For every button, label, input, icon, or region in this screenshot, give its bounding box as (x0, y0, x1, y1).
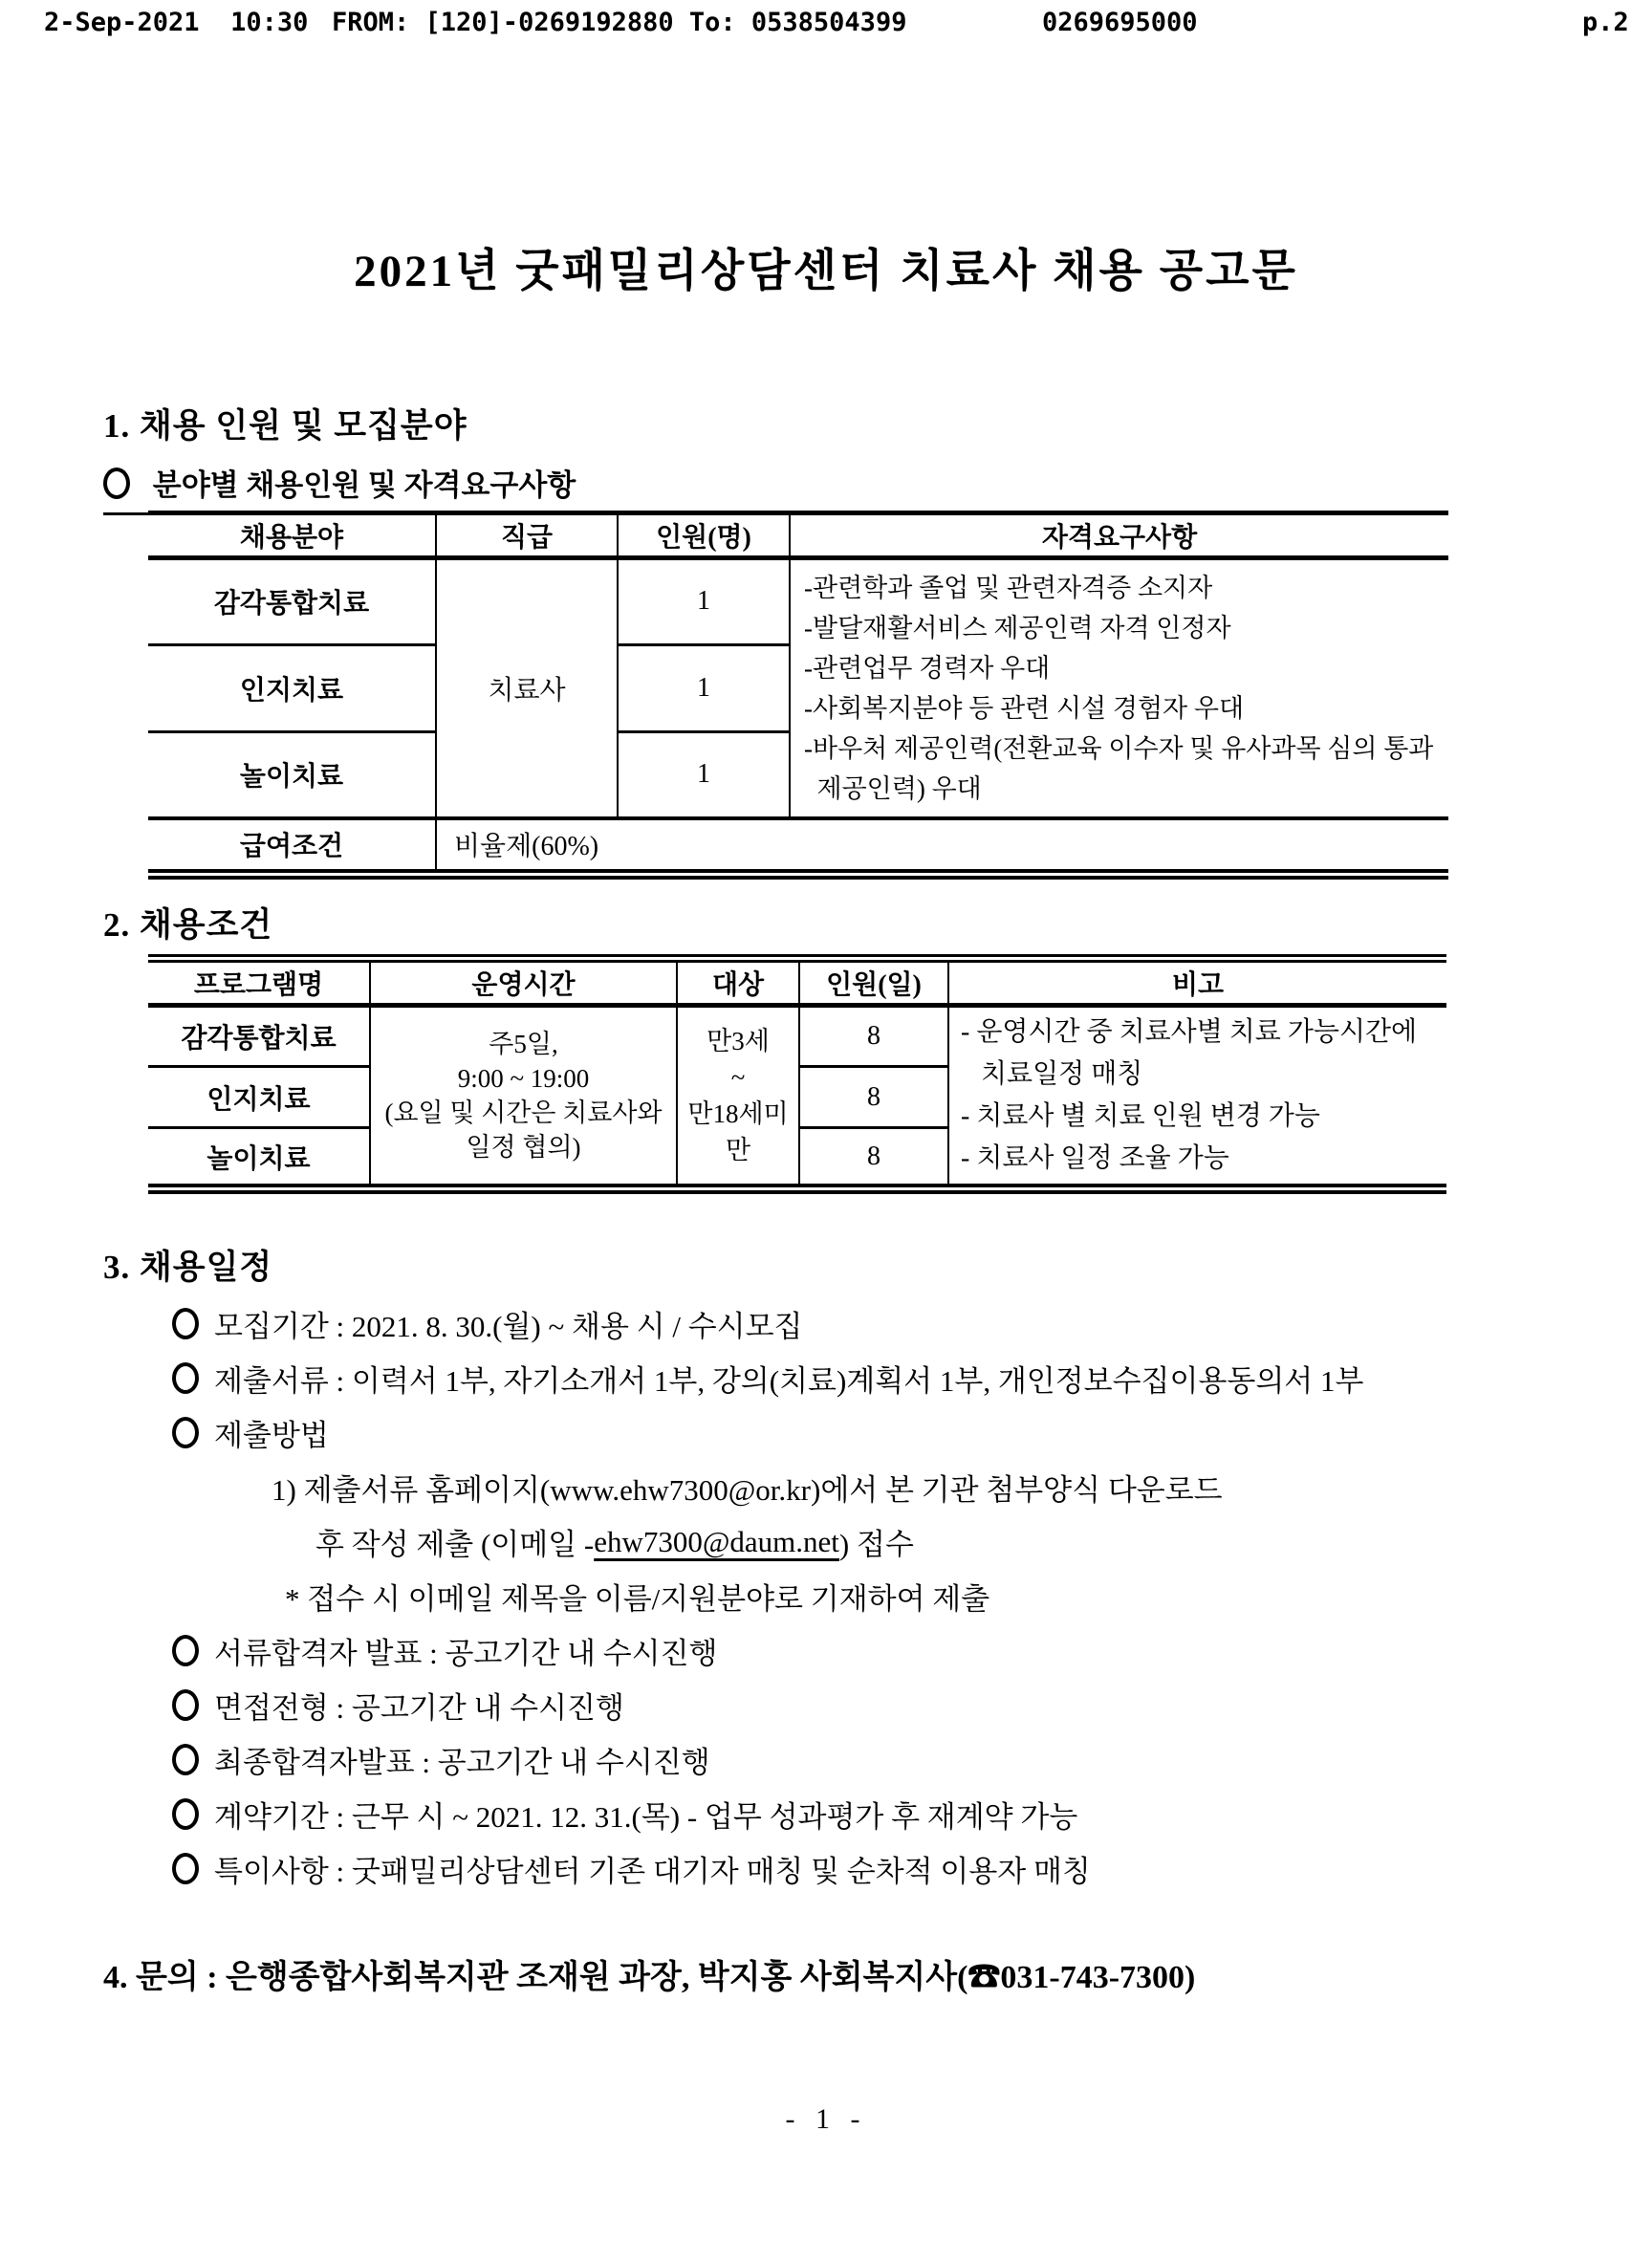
fax-station-number: 0269695000 (1042, 8, 1198, 37)
col-header-notes: 비고 (948, 959, 1446, 1006)
field-sensory-integration: 감각통합치료 (148, 558, 436, 645)
recruitment-table (148, 511, 1448, 880)
count-cell: 1 (618, 731, 790, 818)
operating-hours-cell (370, 1006, 677, 1189)
circle-bullet-icon (172, 1853, 199, 1884)
schedule-item-text: 모집기간 : 2021. 8. 30.(월) ~ 채용 시 / 수시모집 (214, 1310, 803, 1343)
circle-bullet-icon (172, 1689, 199, 1721)
circle-bullet-icon (172, 1308, 199, 1339)
fax-datetime: 2-Sep-2021 10:30 (44, 8, 309, 37)
note-line: - 치료사 별 치료 인원 변경 가능 (961, 1101, 1320, 1131)
schedule-item-text: 특이사항 : 굿패밀리상담센터 기존 대기자 매칭 및 순차적 이용자 매칭 (214, 1855, 1091, 1888)
program-play-therapy: 놀이치료 (148, 1128, 370, 1189)
daily-count-cell: 8 (799, 1067, 948, 1128)
hours-line: 주5일, (489, 1030, 558, 1058)
email-link[interactable]: ehw7300@daum.net (594, 1524, 839, 1558)
target-line: 만3세 (706, 1027, 770, 1055)
section1-heading: 1. 채용 인원 및 모집분야 (103, 407, 467, 445)
qualification-line: -발달재활서비스 제공인력 자격 인정자 (804, 614, 1231, 642)
col-header-program: 프로그램명 (148, 959, 370, 1006)
col-header-hours: 운영시간 (370, 959, 677, 1006)
schedule-item-text: 최종합격자발표 : 공고기간 내 수시진행 (214, 1746, 710, 1779)
salary-label: 급여조건 (148, 818, 436, 874)
circle-bullet-icon (172, 1798, 199, 1830)
fax-page-indicator: p.2 (1582, 8, 1629, 37)
qualifications-cell (790, 558, 1448, 819)
list-item (172, 1787, 1606, 1841)
notes-cell (948, 1006, 1446, 1189)
col-header-target: 대상 (677, 959, 799, 1006)
schedule-item-text: ) 접수 (838, 1528, 914, 1561)
program-sensory-integration: 감각통합치료 (148, 1006, 370, 1067)
conditions-table-header-row (148, 959, 1446, 1006)
col-header-field: 채용분야 (148, 513, 436, 558)
schedule-item-text: 면접전형 : 공고기간 내 수시진행 (214, 1691, 624, 1725)
hours-line: 9:00 ~ 19:00 (457, 1064, 590, 1093)
program-cognitive-therapy: 인지치료 (148, 1067, 370, 1128)
schedule-item-text: 제출서류 : 이력서 1부, 자기소개서 1부, 강의(치료)계획서 1부, 개인정보수집이용동의서 1부 (214, 1364, 1364, 1398)
circle-bullet-icon (103, 468, 130, 499)
qualification-line: 제공인력) 우대 (804, 774, 982, 803)
field-play-therapy: 놀이치료 (148, 731, 436, 818)
fax-header (0, 8, 1652, 40)
list-item (172, 1623, 1606, 1678)
count-cell: 1 (618, 558, 790, 645)
col-header-rank: 직급 (436, 513, 618, 558)
section1-subheading-text: 분야별 채용인원 및 자격요구사항 (152, 468, 576, 502)
fax-from-to: FROM: [120]-0269192880 To: 0538504399 (332, 8, 907, 37)
section3-heading: 3. 채용일정 (103, 1249, 273, 1286)
schedule-item-text: 계약기간 : 근무 시 ~ 2021. 12. 31.(목) - 업무 성과평가 후 재계약 가능 (214, 1800, 1078, 1834)
salary-row (148, 818, 1448, 874)
schedule-item-text: 1) 제출서류 홈페이지(www.ehw7300@or.kr)에서 본 기관 첨부양식 다운로드 (272, 1473, 1223, 1507)
col-header-daily-count: 인원(일) (799, 959, 948, 1006)
table-row (148, 558, 1448, 645)
list-item (172, 1405, 1606, 1460)
count-cell: 1 (618, 644, 790, 731)
hours-line: (요일 및 시간은 치료사와 (384, 1098, 663, 1127)
col-header-qualifications: 자격요구사항 (790, 513, 1448, 558)
qualification-line: -관련학과 졸업 및 관련자격증 소지자 (804, 574, 1213, 602)
target-line: 만18세미만 (687, 1099, 789, 1164)
col-header-count: 인원(명) (618, 513, 790, 558)
schedule-item-text: 후 작성 제출 (이메일 - (315, 1528, 595, 1561)
list-subitem (172, 1460, 1606, 1514)
list-item (172, 1732, 1606, 1787)
table-row (148, 1006, 1446, 1067)
note-line: - 치료사 일정 조율 가능 (961, 1143, 1229, 1173)
hours-line: 일정 협의) (466, 1133, 581, 1162)
qualification-line: -관련업무 경력자 우대 (804, 654, 1051, 683)
recruitment-table-header-row (148, 513, 1448, 558)
list-item (172, 1841, 1606, 1896)
document-title: 2021년 굿패밀리상담센터 치료사 채용 공고문 (354, 247, 1298, 296)
conditions-table (148, 954, 1446, 1194)
list-subitem (172, 1569, 1606, 1623)
circle-bullet-icon (172, 1635, 199, 1666)
salary-value: 비율제(60%) (436, 818, 1448, 874)
circle-bullet-icon (172, 1417, 199, 1448)
list-item (172, 1678, 1606, 1732)
schedule-item-text: 서류합격자 발표 : 공고기간 내 수시진행 (214, 1637, 718, 1670)
section1-subheading (103, 461, 1448, 515)
section2-heading: 2. 채용조건 (103, 906, 273, 944)
page-number: - 1 - (785, 2103, 867, 2135)
list-item (172, 1351, 1606, 1405)
daily-count-cell: 8 (799, 1128, 948, 1189)
qualification-line: -바우처 제공인력(전환교육 이수자 및 유사과목 심의 통과 (804, 734, 1434, 763)
circle-bullet-icon (172, 1362, 199, 1394)
qualification-line: -사회복지분야 등 관련 시설 경험자 우대 (804, 694, 1245, 723)
daily-count-cell: 8 (799, 1006, 948, 1067)
schedule-item-text: 제출방법 (214, 1419, 329, 1452)
list-item (172, 1296, 1606, 1351)
target-age-cell (677, 1006, 799, 1189)
rank-cell: 치료사 (436, 558, 618, 819)
schedule-item-text: * 접수 시 이메일 제목을 이름/지원분야로 기재하여 제출 (285, 1582, 990, 1616)
note-line: - 운영시간 중 치료사별 치료 가능시간에 (961, 1017, 1418, 1047)
target-line: ~ (730, 1063, 746, 1092)
contact-info: 4. 문의 : 은행종합사회복지관 조재원 과장, 박지홍 사회복지사(☎031-743-7300) (103, 1960, 1196, 1995)
schedule-list (172, 1296, 1606, 1896)
field-cognitive-therapy: 인지치료 (148, 644, 436, 731)
list-subitem (172, 1514, 1606, 1569)
circle-bullet-icon (172, 1744, 199, 1775)
note-line: 치료일정 매칭 (961, 1059, 1143, 1089)
